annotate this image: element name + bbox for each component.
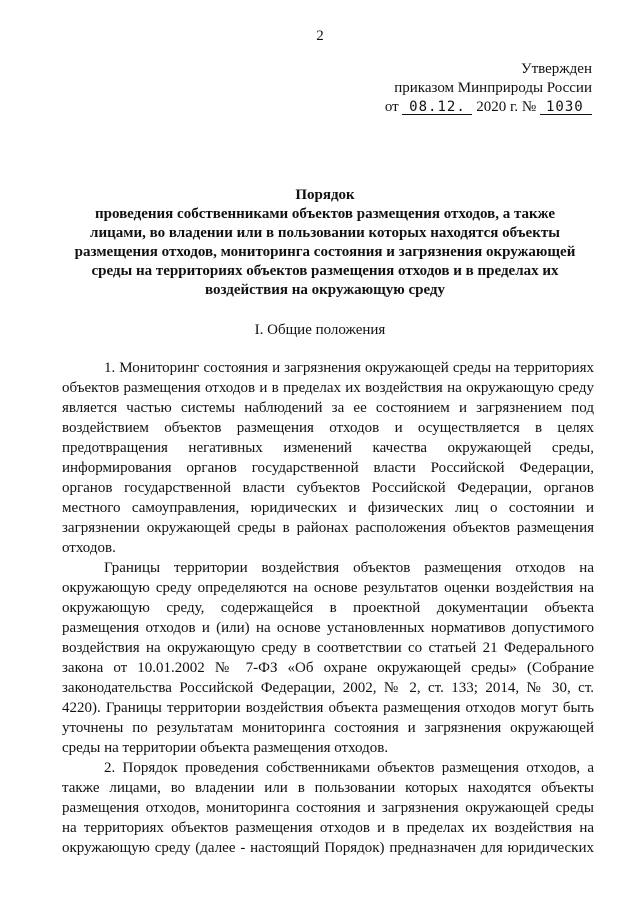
page-number: 2 bbox=[316, 28, 324, 44]
text-line: на территориях объектов размещения отходов и в пределах их воздействия на bbox=[62, 820, 594, 836]
paragraph-3 bbox=[62, 758, 594, 858]
text-line: размещения отходов и (или) на основе установленных нормативов допустимого bbox=[62, 620, 594, 636]
approval-block bbox=[372, 60, 592, 117]
text-line: предотвращения негативных изменений качества окружающей среды, bbox=[62, 440, 594, 456]
text-line: объектов размещения отходов и в пределах их воздействия на окружающую среду bbox=[62, 380, 594, 396]
title-line: воздействия на окружающую среду bbox=[204, 282, 446, 298]
text-line: воздействием объектов размещения отходов и осуществляется в целях bbox=[62, 420, 594, 436]
document-title bbox=[60, 186, 590, 300]
approval-line-approved: Утвержден bbox=[520, 61, 592, 77]
title-line: Порядок bbox=[295, 187, 355, 203]
text-line: 2. Порядок проведения собственниками объектов размещения отходов, а bbox=[104, 760, 594, 776]
text-line: местного самоуправления, юридических и физических лиц о состоянии и bbox=[62, 500, 594, 516]
approval-line-date bbox=[372, 98, 592, 117]
text-line: окружающую среду (далее - настоящий Порядок) предназначен для юридических bbox=[62, 840, 594, 856]
approval-number: 1030 bbox=[540, 100, 592, 115]
approval-date-prefix: от bbox=[384, 99, 399, 115]
text-line: 4220). Границы территории воздействия объекта размещения отходов могут быть bbox=[62, 700, 594, 716]
title-line: размещения отходов, мониторинга состояния и загрязнения окружающей bbox=[74, 244, 576, 260]
text-line: Границы территории воздействия объектов размещения отходов на bbox=[104, 560, 594, 576]
text-line: уточнены по результатам мониторинга состояния и загрязнения окружающей bbox=[62, 720, 594, 736]
text-line: окружающую среду, содержащейся в проектной документации объекта bbox=[62, 600, 594, 616]
section-heading: I. Общие положения bbox=[254, 322, 386, 338]
text-line: окружающую среду определяются на основе результатов оценки воздействия на bbox=[62, 580, 594, 596]
text-line: законодательства Российской Федерации, 2002, № 2, ст. 133; 2014, № 30, ст. bbox=[62, 680, 594, 696]
document-body bbox=[62, 358, 594, 858]
text-line: отходов. bbox=[62, 540, 116, 556]
text-line: также лицами, во владении или в пользовании которых находятся объекты bbox=[62, 780, 594, 796]
title-line: проведения собственниками объектов размещения отходов, а также bbox=[94, 206, 556, 222]
title-line: среды на территориях объектов размещения отходов и в пределах их bbox=[91, 263, 559, 279]
text-line: загрязнении окружающей среды в районах расположения объектов размещения bbox=[62, 520, 594, 536]
text-line: органов государственной власти субъектов Российской Федерации, органов bbox=[62, 480, 594, 496]
text-line: 1. Мониторинг состояния и загрязнения окружающей среды на территориях bbox=[104, 360, 594, 376]
text-line: среды на территории объекта размещения отходов. bbox=[62, 740, 389, 756]
text-line: размещения отходов, мониторинга состояния и загрязнения окружающей среды bbox=[62, 800, 594, 816]
approval-date: 08.12. bbox=[402, 100, 472, 115]
text-line: является частью системы наблюдений за ее состоянием и загрязнением под bbox=[62, 400, 594, 416]
approval-year: 2020 г. № bbox=[476, 99, 537, 115]
text-line: воздействия на окружающую среду в соответствии со статьей 21 Федерального bbox=[62, 640, 594, 656]
text-line: закона от 10.01.2002 № 7-ФЗ «Об охране окружающей среды» (Собрание bbox=[62, 660, 594, 676]
title-line: лицами, во владении или в пользовании которых находятся объекты bbox=[90, 225, 560, 241]
approval-line-order: приказом Минприроды России bbox=[394, 80, 592, 96]
paragraph-1 bbox=[62, 358, 594, 558]
paragraph-2 bbox=[62, 558, 594, 758]
text-line: информирования органов государственной власти Российской Федерации, bbox=[62, 460, 594, 476]
